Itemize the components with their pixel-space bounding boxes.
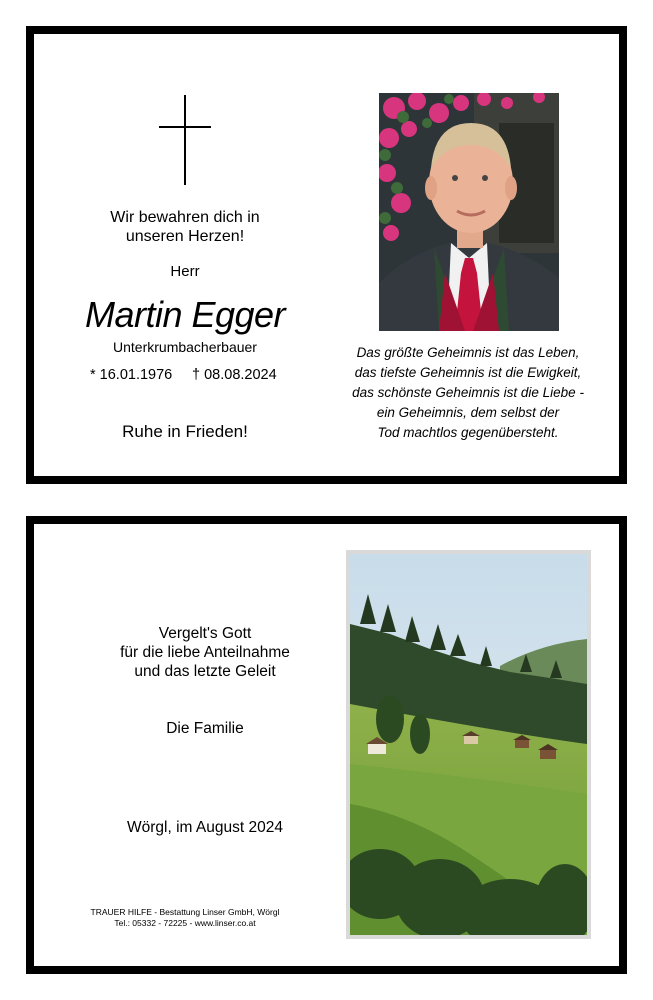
verse	[60, 208, 310, 246]
undertaker-footer	[60, 907, 310, 929]
family-signature: Die Familie	[166, 720, 244, 737]
rest-text: Ruhe in Frieden!	[122, 422, 248, 441]
place-date: Wörgl, im August 2024	[127, 819, 283, 836]
death-date: † 08.08.2024	[192, 367, 277, 383]
birth-date: * 16.01.1976	[90, 367, 173, 383]
deceased-name: Martin Egger	[84, 294, 286, 335]
landscape-photo	[350, 554, 587, 935]
verse-line-2: unseren Herzen!	[125, 228, 245, 245]
thanks-line-3: und das letzte Geleit	[134, 663, 276, 680]
portrait-photo	[379, 93, 559, 331]
farm-name: Unterkrumbacherbauer	[113, 339, 257, 355]
poem-line-2: das tiefste Geheimnis ist die Ewigkeit,	[354, 365, 582, 380]
salutation: Herr	[170, 263, 200, 280]
verse-line-1: Wir bewahren dich in	[110, 209, 260, 226]
thanks-line-1: Vergelt's Gott	[158, 625, 252, 642]
thanks-line-2: für die liebe Anteilnahme	[120, 644, 290, 661]
poem-line-4: ein Geheimnis, dem selbst der	[376, 405, 560, 420]
poem	[340, 343, 596, 443]
poem-line-3: das schönste Geheimnis ist die Liebe -	[352, 385, 584, 400]
poem-line-5: Tod machtlos gegenübersteht.	[377, 425, 559, 440]
footer-line-1: TRAUER HILFE - Bestattung Linser GmbH, Wörgl	[90, 907, 280, 917]
cross-icon	[184, 95, 186, 185]
thanks-text	[70, 624, 340, 681]
footer-line-2: Tel.: 05332 - 72225 - www.linser.co.at	[114, 918, 256, 928]
poem-line-1: Das größte Geheimnis ist das Leben,	[356, 345, 580, 360]
cross-icon-bar	[159, 126, 211, 128]
